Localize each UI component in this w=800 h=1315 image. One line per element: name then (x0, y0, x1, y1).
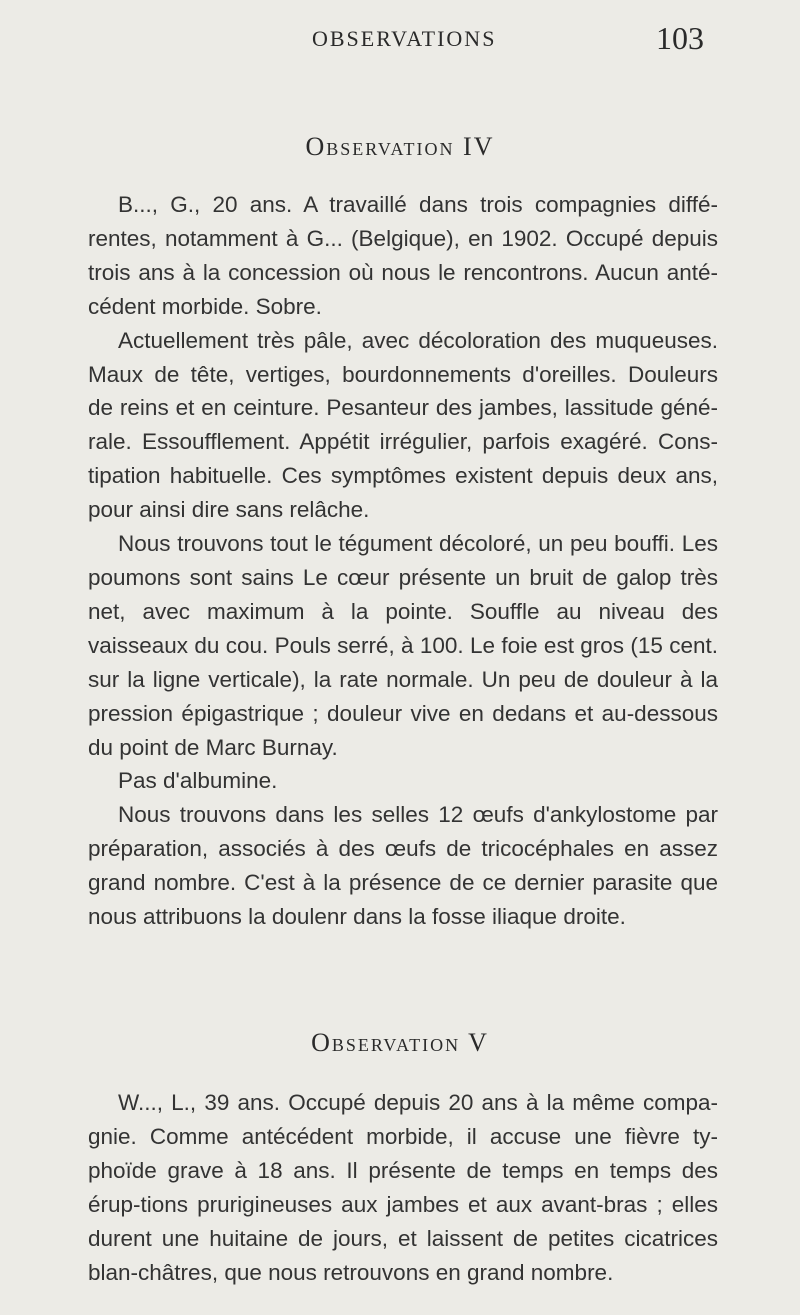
paragraph: Nous trouvons dans les selles 12 œufs d'ankylostome par préparation, associés à des œufs de tricocéphales en assez grand nombre. C'est à la présence de ce dernier parasite que nous attribuons la doulenr dans la fosse iliaque droite. (88, 802, 718, 930)
running-title: OBSERVATIONS (312, 26, 497, 51)
observation-5-title: Observation V (311, 1028, 489, 1057)
paragraph: Nous trouvons tout le tégument décoloré, un peu bouffi. Les poumons sont sains Le cœur présente un bruit de galop très net, avec maximum à la pointe. Souffle au niveau des vaisseaux du cou. Pouls serré, à 100. Le foie est gros (15 cent. sur la ligne verticale), la rate normale. Un peu de douleur à la pression épigastrique ; douleur vive en dedans et au-dessous du point de Marc Burnay. (88, 531, 718, 760)
paragraph: Actuellement très pâle, avec décoloration des muqueuses. Maux de tête, vertiges, bourdonnements d'oreilles. Douleurs de reins et en ceinture. Pesanteur des jambes, lassitude géné-rale. Essoufflement. Appétit irrégulier, parfois exagéré. Cons-tipation habituelle. Ces symptômes existent depuis deux ans, pour ainsi dire sans relâche. (88, 327, 718, 523)
paragraph: W..., L., 39 ans. Occupé depuis 20 ans à la même compa-gnie. Comme antécédent morbide, il accuse une fièvre ty-phoïde grave à 18 ans. Il présente de temps en temps des érup-tions prurigineuses aux jambes et aux avant-bras ; elles durent une huitaine de jours, et laissent de petites cicatrices blan-châtres, que nous retrouvons en grand nombre. (88, 1090, 718, 1285)
page-number: 103 (656, 20, 704, 56)
paragraph: B..., G., 20 ans. A travaillé dans trois compagnies diffé-rentes, notamment à G... (Belgique), en 1902. Occupé depuis trois ans à la concession où nous le rencontrons. Aucun anté-cédent morbide. Sobre. (88, 192, 718, 319)
observation-5-body (88, 1086, 718, 1289)
observation-4-body (88, 188, 718, 934)
paragraph: Pas d'albumine. (118, 768, 278, 794)
running-head (0, 18, 800, 58)
observation-4-title: Observation IV (305, 132, 495, 161)
